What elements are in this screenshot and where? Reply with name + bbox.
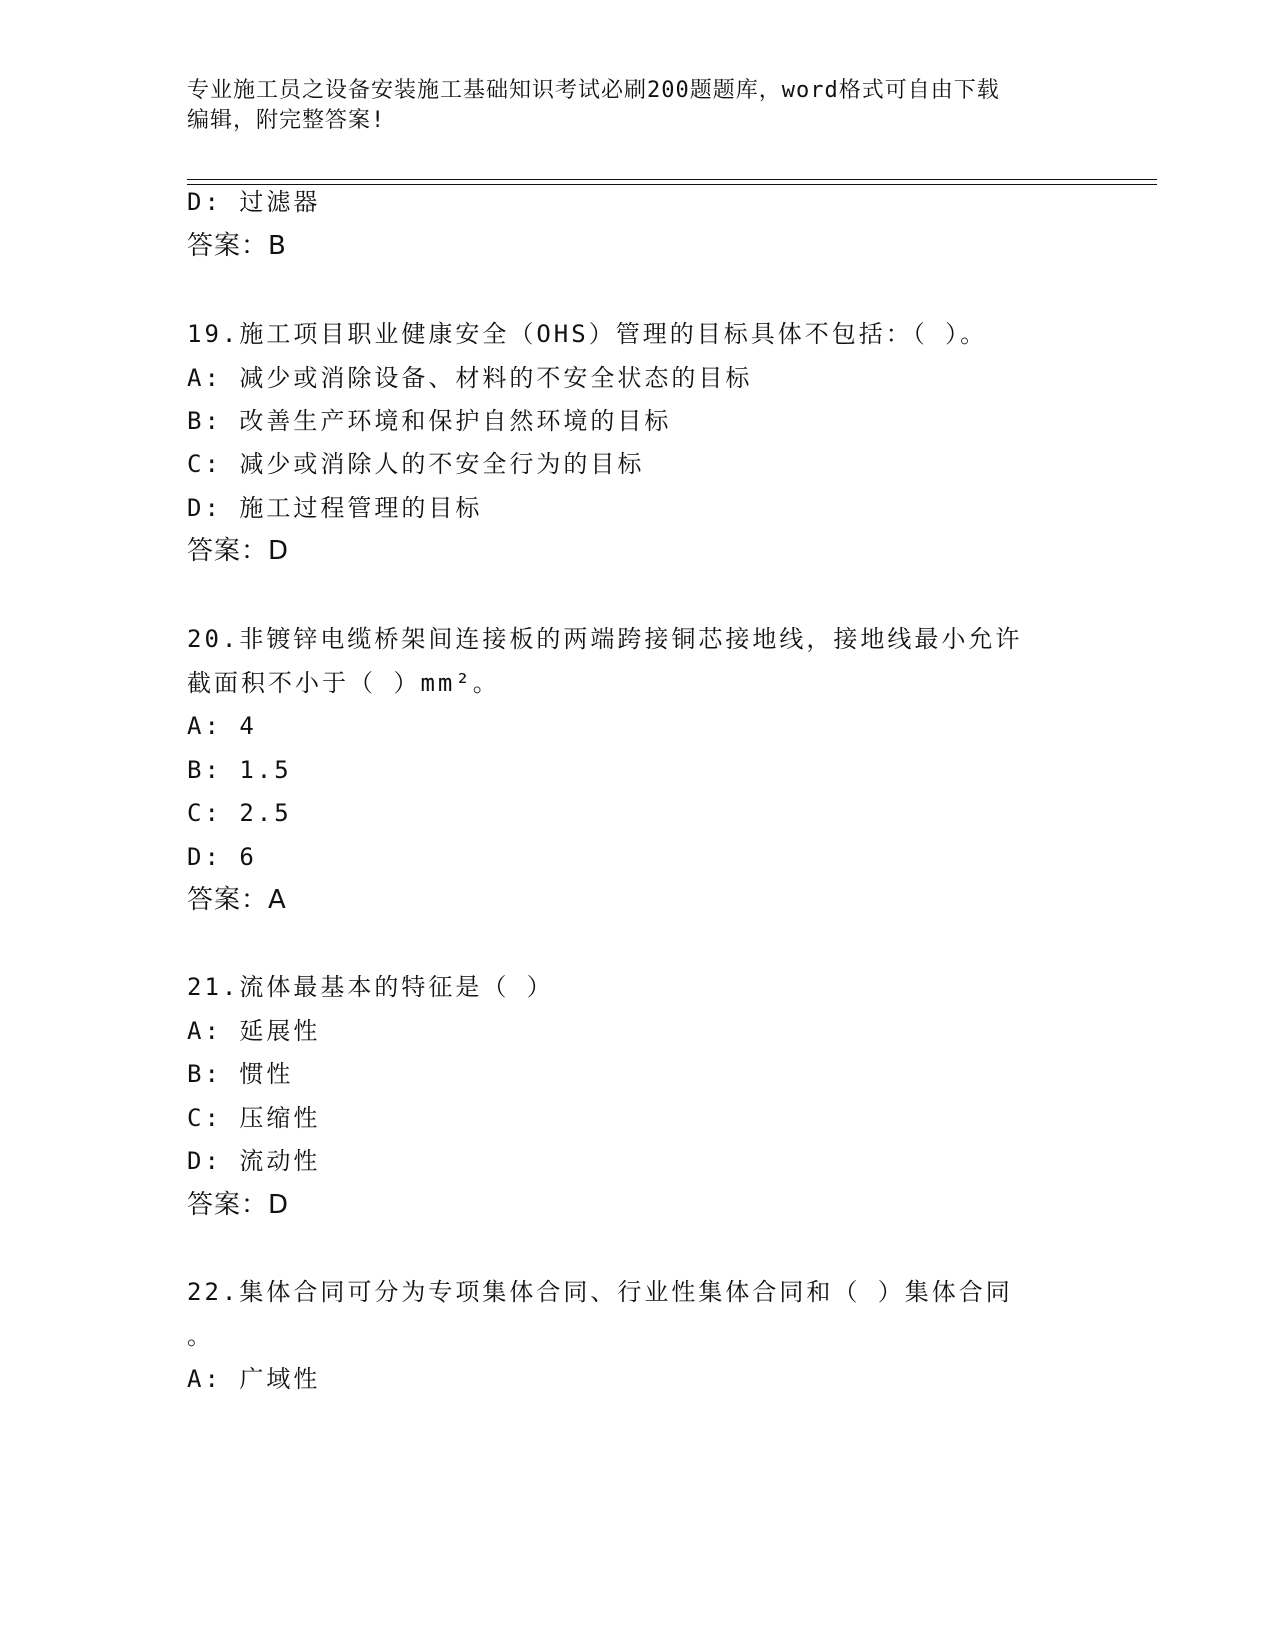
question-21-answer: 答案：D bbox=[187, 1190, 290, 1220]
question-20-text-line-2: 截面积不小于（ ）mm²。 bbox=[187, 669, 500, 697]
question-19-option-c: C: 减少或消除人的不安全行为的目标 bbox=[187, 450, 645, 478]
question-19-option-a: A: 减少或消除设备、材料的不安全状态的目标 bbox=[187, 364, 753, 392]
question-20-answer: 答案：A bbox=[187, 885, 287, 915]
question-22-text-line-2: 。 bbox=[187, 1322, 214, 1350]
document-header bbox=[187, 76, 1087, 136]
header-divider-bottom bbox=[187, 184, 1157, 185]
question-19-answer: 答案：D bbox=[187, 536, 290, 566]
question-19-option-b: B: 改善生产环境和保护自然环境的目标 bbox=[187, 407, 672, 435]
question-20-option-c: C: 2.5 bbox=[187, 799, 292, 827]
header-title-line-2: 编辑，附完整答案! bbox=[187, 108, 386, 133]
question-21-option-b: B: 惯性 bbox=[187, 1060, 294, 1088]
question-21-option-d: D: 流动性 bbox=[187, 1147, 321, 1175]
header-title-line-1: 专业施工员之设备安装施工基础知识考试必刷200题题库，word格式可自由下载 bbox=[187, 78, 1000, 103]
prev-option-d: D: 过滤器 bbox=[187, 188, 321, 216]
question-22-option-a: A: 广域性 bbox=[187, 1365, 321, 1393]
question-22-text-line-1: 22.集体合同可分为专项集体合同、行业性集体合同和（ ）集体合同 bbox=[187, 1278, 1013, 1306]
question-19-option-d: D: 施工过程管理的目标 bbox=[187, 494, 483, 522]
question-21-option-c: C: 压缩性 bbox=[187, 1104, 321, 1132]
prev-answer: 答案：B bbox=[187, 231, 287, 261]
question-20-option-d: D: 6 bbox=[187, 843, 257, 871]
question-20-text-line-1: 20.非镀锌电缆桥架间连接板的两端跨接铜芯接地线，接地线最小允许 bbox=[187, 625, 1023, 653]
question-21-text: 21.流体最基本的特征是（ ） bbox=[187, 973, 554, 1001]
header-divider-top bbox=[187, 179, 1157, 180]
question-21-option-a: A: 延展性 bbox=[187, 1017, 321, 1045]
question-20-option-a: A: 4 bbox=[187, 712, 257, 740]
question-19-text: 19.施工项目职业健康安全（OHS）管理的目标具体不包括：（ ）。 bbox=[187, 320, 988, 348]
question-20-option-b: B: 1.5 bbox=[187, 756, 292, 784]
